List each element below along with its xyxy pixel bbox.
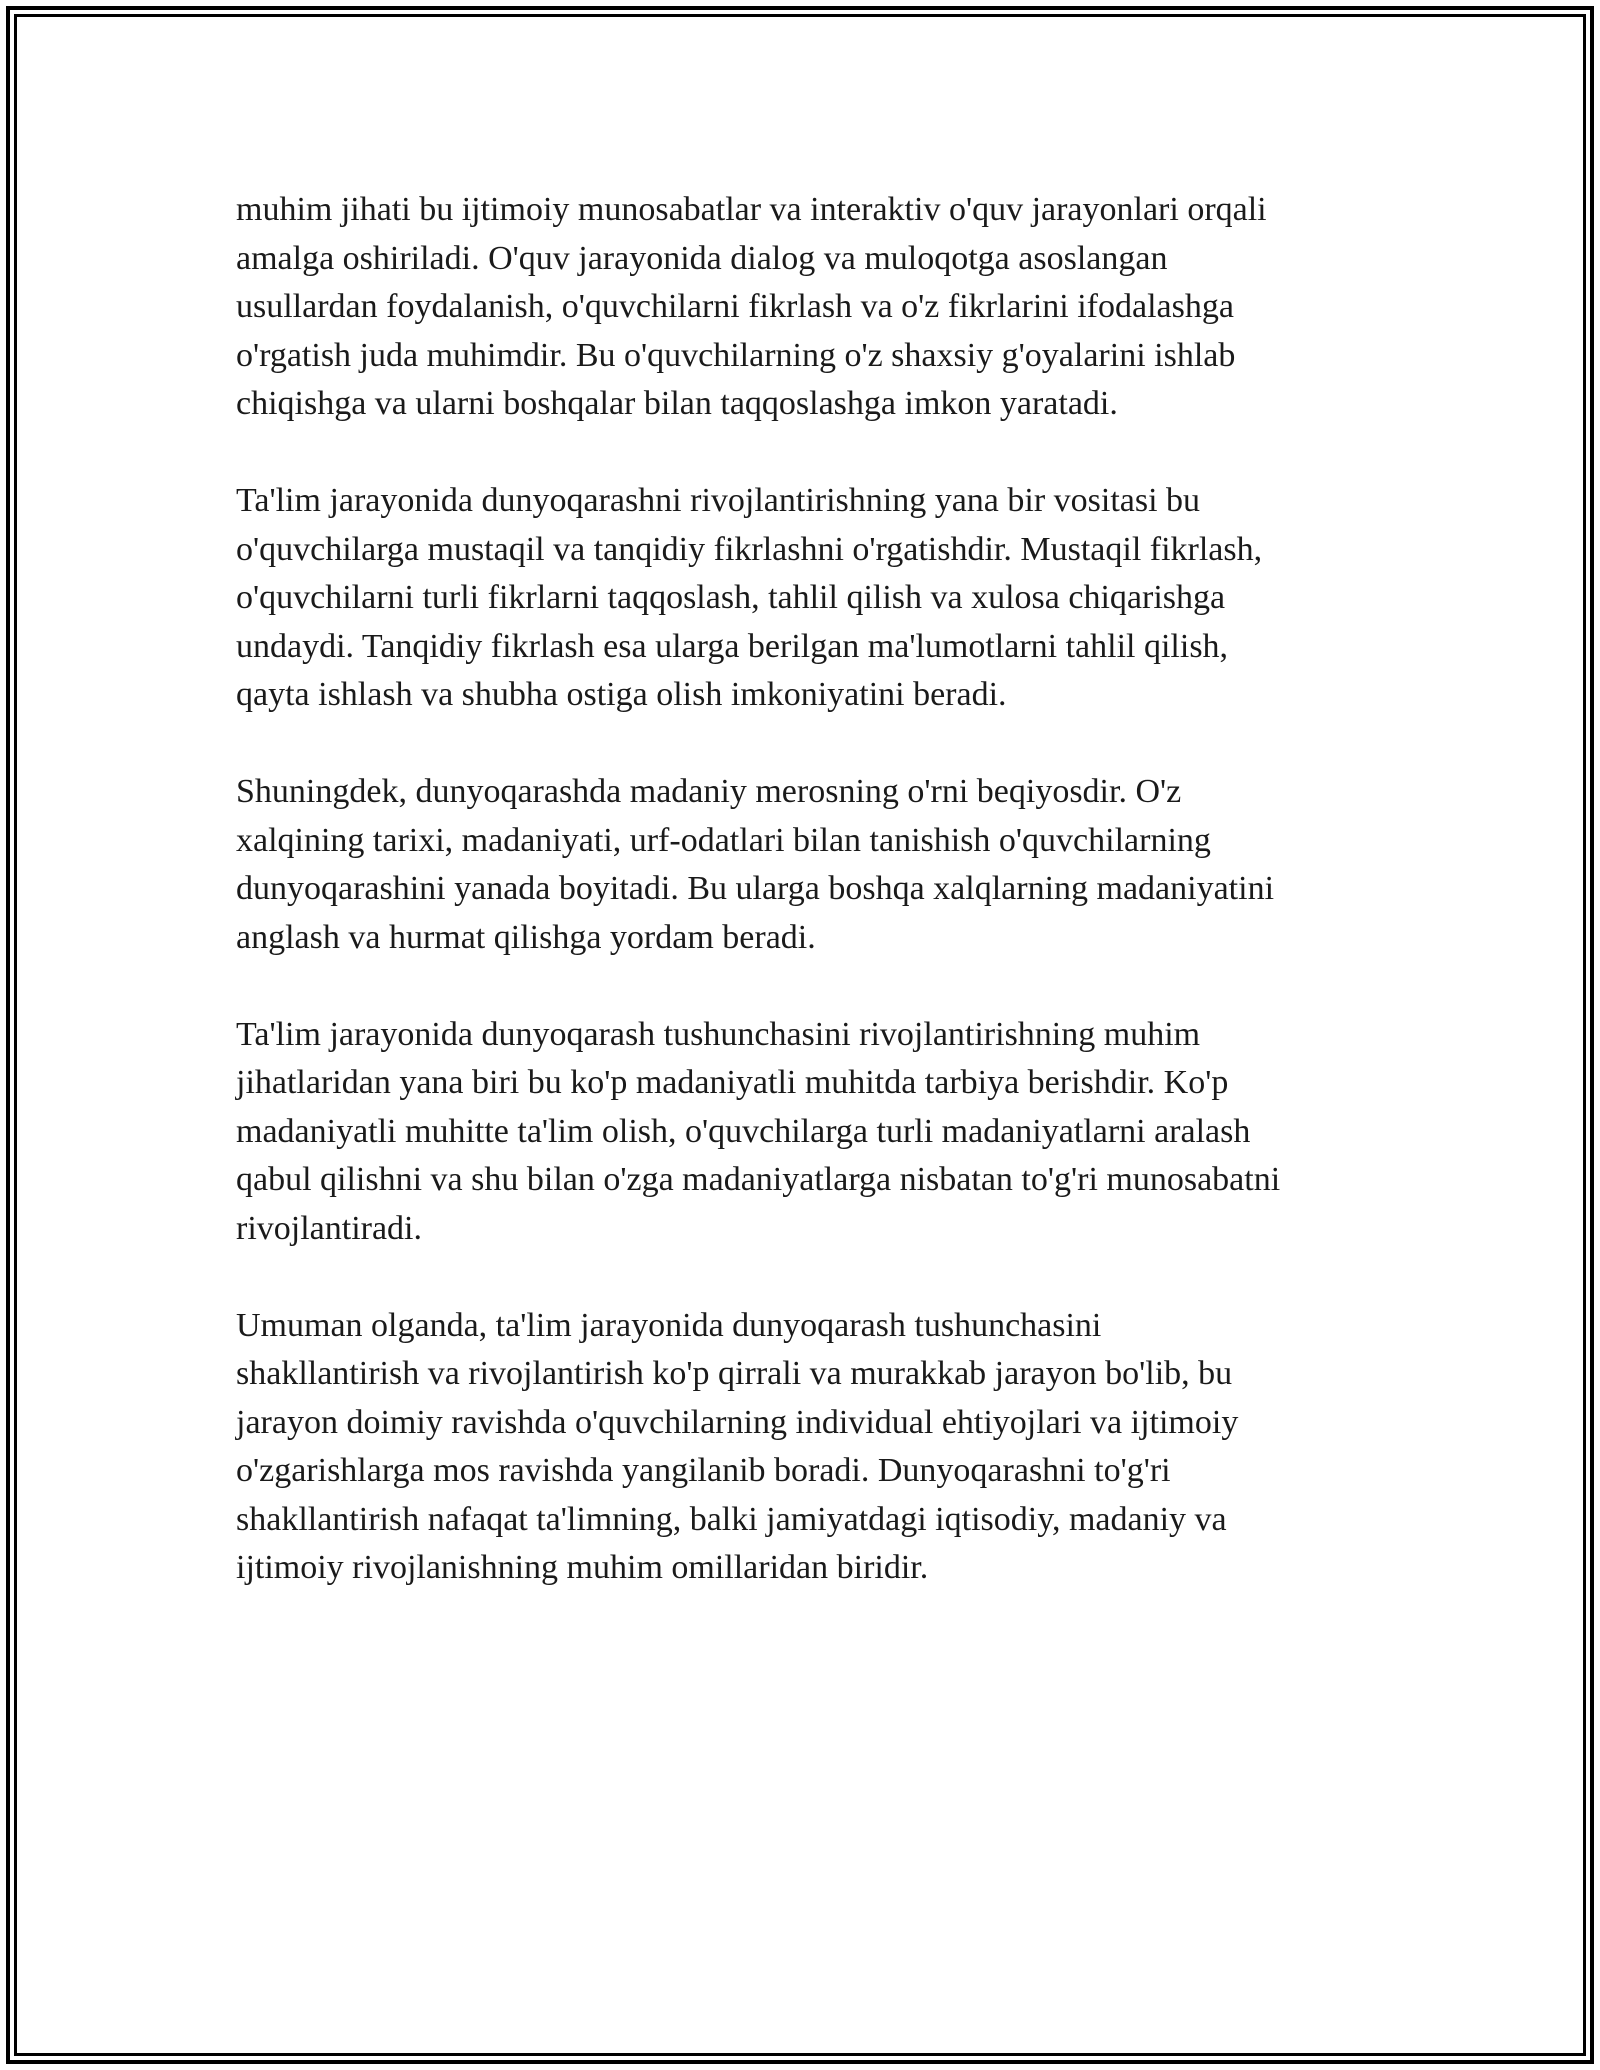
paragraph-line: shakllantirish nafaqat ta'limning, balki jamiyatdagi iqtisodiy, madaniy va [236,1500,1227,1538]
paragraph-line: Umuman olganda, ta'lim jarayonida dunyoqarash tushunchasini [236,1306,1102,1344]
paragraph-line: o'rgatish juda muhimdir. Bu o'quvchilarning o'z shaxsiy g'oyalarini ishlab [236,336,1236,374]
paragraph-line: Ta'lim jarayonida dunyoqarashni rivojlantirishning yana bir vositasi bu [236,482,1201,519]
paragraph-line: Shuningdek, dunyoqarashda madaniy merosning o'rni beqiyosdir. O'z [236,773,1182,810]
paragraph-line: amalga oshiriladi. O'quv jarayonida dialog va muloqotga asoslangan [236,239,1168,277]
paragraph-line: chiqishga va ularni boshqalar bilan taqqoslashga imkon yaratadi. [236,385,1118,422]
paragraph-line: o'quvchilarga mustaqil va tanqidiy fikrlashni o'rgatishdir. Mustaqil fikrlash, [236,530,1263,568]
paragraph-2 [236,477,1376,720]
paragraph-line: muhim jihati bu ijtimoiy munosabatlar va interaktiv o'quv jarayonlari orqali [236,191,1267,228]
paragraph-line: jihatlaridan yana biri bu ko'p madaniyatli muhitda tarbiya berishdir. Ko'p [236,1064,1229,1101]
paragraph-line: qayta ishlash va shubha ostiga olish imkoniyatini beradi. [236,676,1007,713]
paragraph-5 [236,1302,1376,1593]
document-body [236,186,1376,1641]
paragraph-line: xalqining tarixi, madaniyati, urf-odatlari bilan tanishish o'quvchilarning [236,821,1211,859]
paragraph-line: jarayon doimiy ravishda o'quvchilarning individual ehtiyojlari va ijtimoiy [236,1403,1239,1441]
paragraph-line: Ta'lim jarayonida dunyoqarash tushunchasini rivojlantirishning muhim [236,1015,1201,1053]
paragraph-line: rivojlantiradi. [236,1209,423,1247]
paragraph-line: dunyoqarashini yanada boyitadi. Bu ularga boshqa xalqlarning madaniyatini [236,870,1275,907]
paragraph-line: o'quvchilarni turli fikrlarni taqqoslash, tahlil qilish va xulosa chiqarishga [236,579,1226,616]
paragraph-line: shakllantirish va rivojlantirish ko'p qirrali va murakkab jarayon bo'lib, bu [236,1355,1233,1392]
paragraph-1 [236,186,1376,429]
paragraph-line: madaniyatli muhitte ta'lim olish, o'quvchilarga turli madaniyatlarni aralash [236,1112,1251,1150]
paragraph-line: usullardan foydalanish, o'quvchilarni fikrlash va o'z fikrlarini ifodalashga [236,288,1234,325]
paragraph-line: anglash va hurmat qilishga yordam beradi. [236,918,816,956]
paragraph-line: o'zgarishlarga mos ravishda yangilanib boradi. Dunyoqarashni to'g'ri [236,1452,1171,1489]
paragraph-3 [236,768,1376,962]
paragraph-line: qabul qilishni va shu bilan o'zga madaniyatlarga nisbatan to'g'ri munosabatni [236,1161,1281,1198]
paragraph-4 [236,1011,1376,1254]
paragraph-line: undaydi. Tanqidiy fikrlash esa ularga berilgan ma'lumotlarni tahlil qilish, [236,627,1229,665]
paragraph-line: ijtimoiy rivojlanishning muhim omillaridan biridir. [236,1549,929,1586]
